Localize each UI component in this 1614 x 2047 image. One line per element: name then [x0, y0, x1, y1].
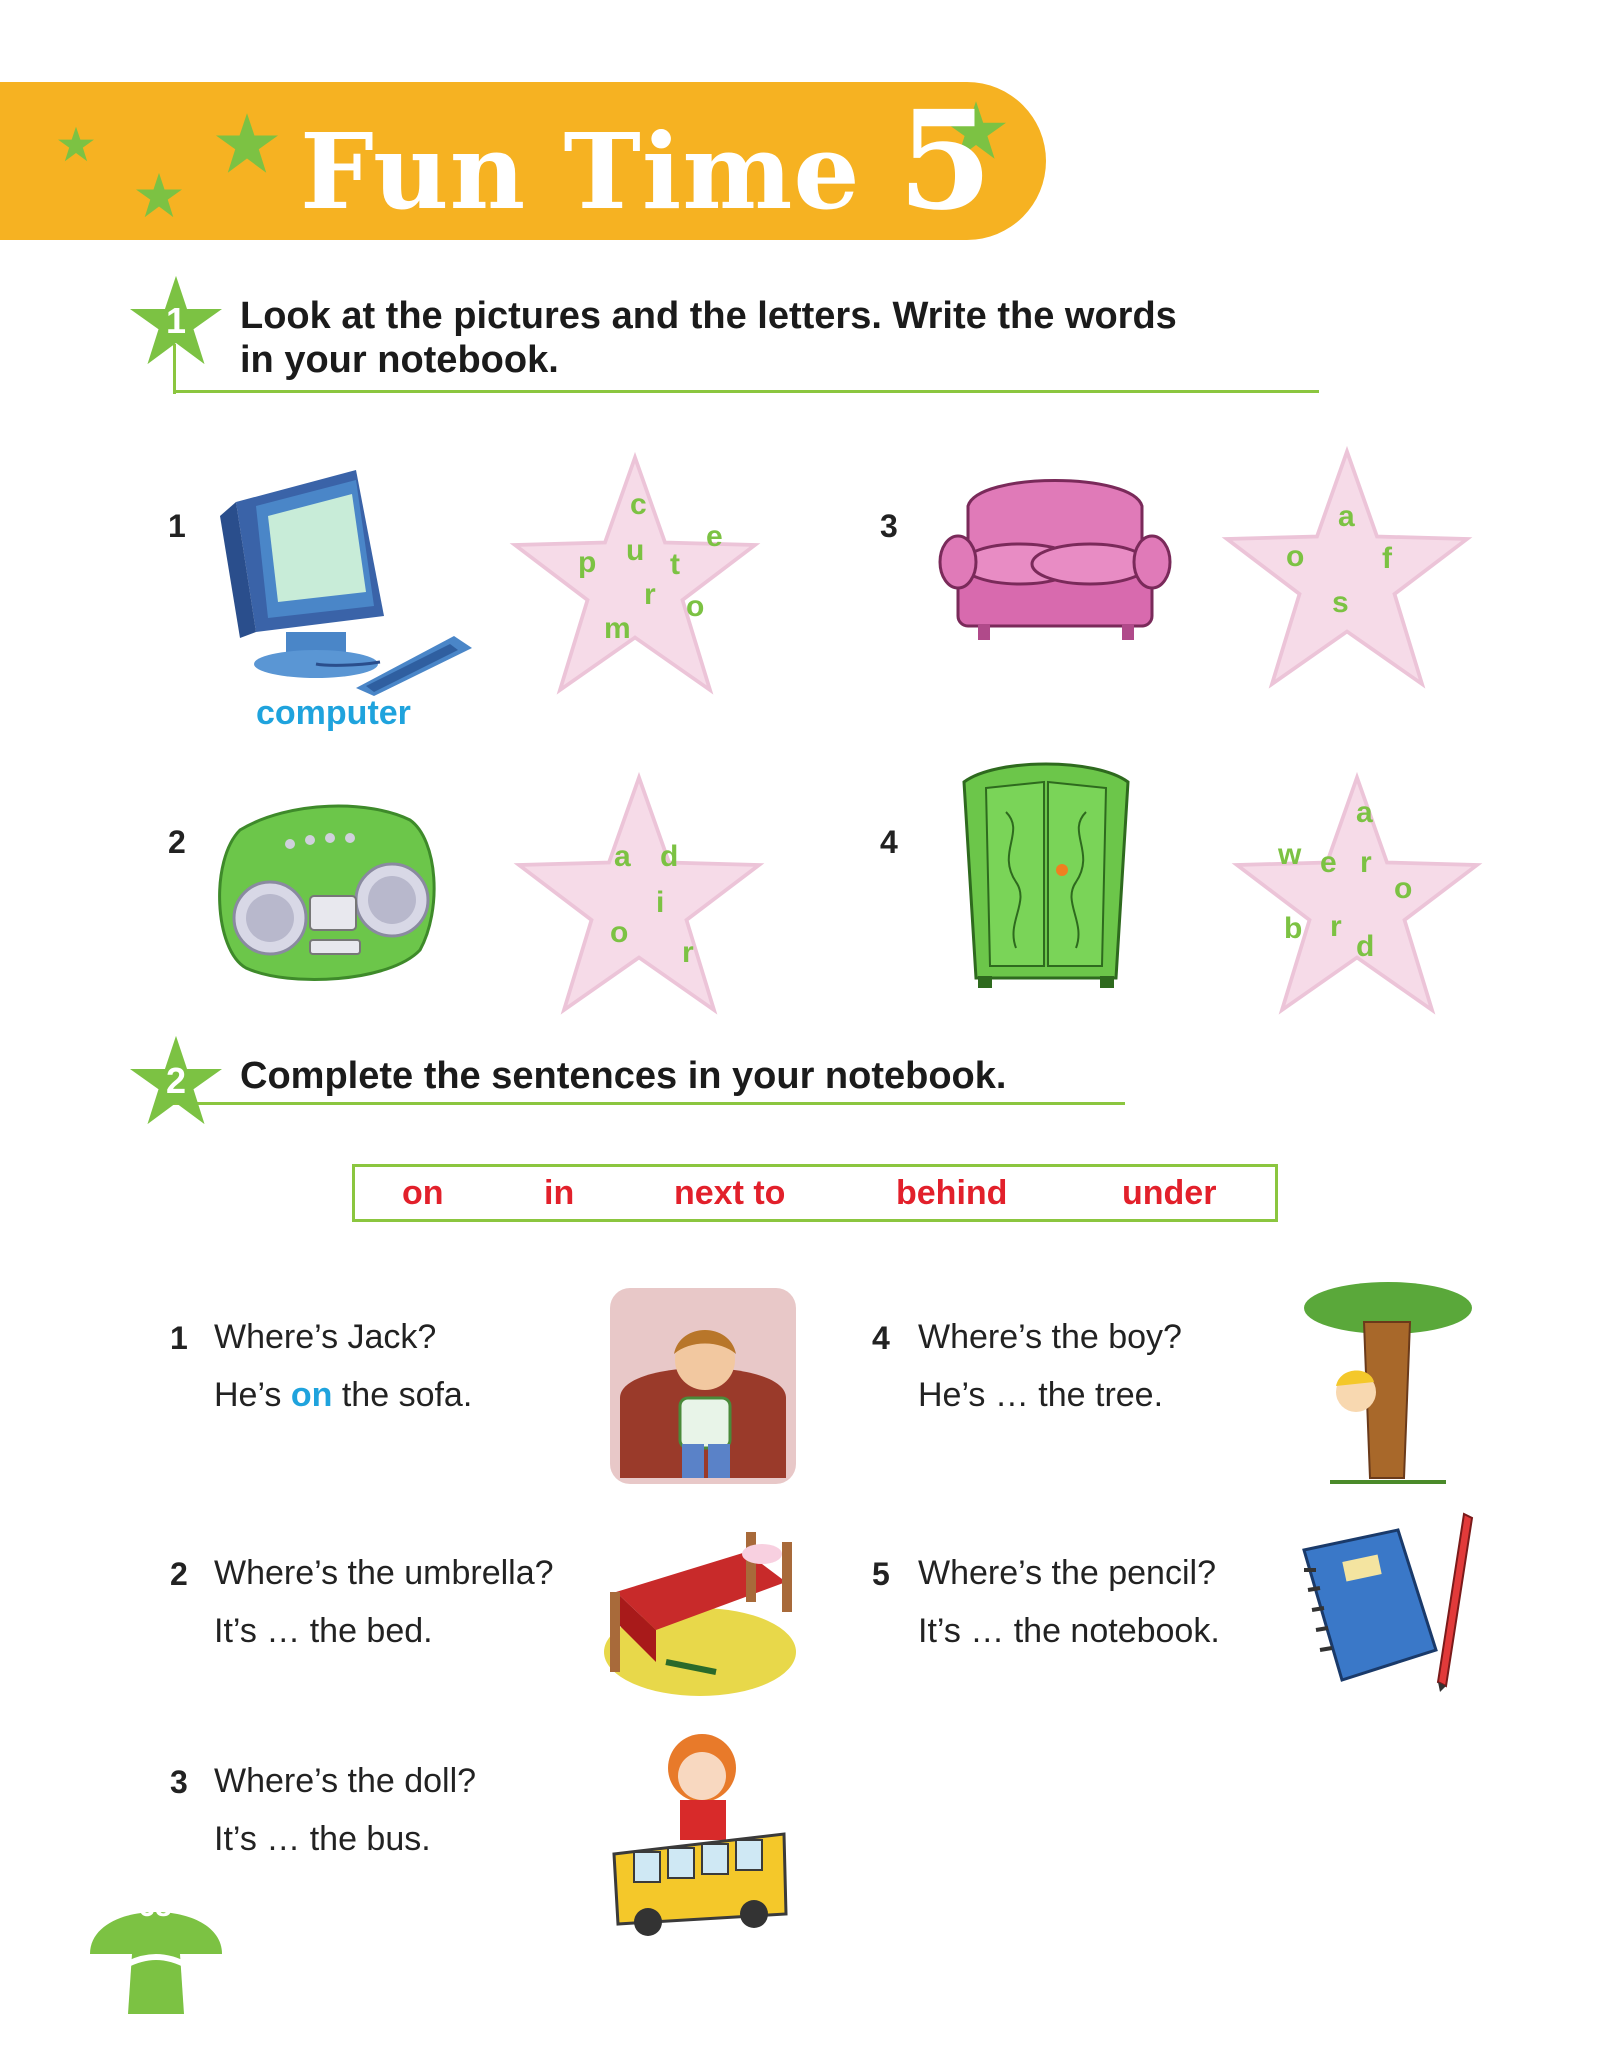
sentence-number: 2	[170, 1556, 188, 1592]
sentence-number: 1	[170, 1320, 188, 1356]
sentence-number: 4	[872, 1320, 890, 1356]
scrambled-letter: s	[1332, 586, 1349, 619]
sentence-question: Where’s the boy?	[918, 1318, 1182, 1356]
scrambled-letter: r	[1330, 910, 1342, 943]
exercise-rule	[173, 1102, 1125, 1105]
scrambled-letter: r	[644, 578, 656, 611]
item-number: 1	[168, 508, 186, 544]
computer-picture	[206, 466, 476, 696]
item-number: 4	[880, 824, 898, 860]
word-option: on	[402, 1174, 444, 1212]
scrambled-letter: a	[1356, 796, 1373, 829]
scrambled-letter: o	[610, 916, 629, 949]
scrambled-letter: o	[686, 590, 705, 623]
star-icon	[216, 112, 278, 174]
word-option: behind	[896, 1174, 1008, 1212]
scrambled-letter: t	[670, 548, 680, 581]
scrambled-letter: e	[1320, 846, 1337, 879]
scrambled-letter: e	[706, 520, 723, 553]
scrambled-letter: a	[1338, 500, 1355, 533]
answer-word: computer	[256, 694, 411, 732]
scrambled-letter: a	[614, 840, 631, 873]
word-option: in	[544, 1174, 575, 1212]
scrambled-letter: c	[630, 488, 647, 521]
answer-fill: on	[290, 1376, 333, 1414]
sentence-question: Where’s the doll?	[214, 1762, 477, 1800]
pencil-next-to-notebook-picture	[1286, 1510, 1486, 1692]
umbrella-under-bed-picture	[596, 1512, 800, 1702]
exercise-instruction	[240, 294, 1177, 382]
wardrobe-picture	[956, 752, 1136, 992]
exercise-instruction: Complete the sentences in your notebook.	[240, 1055, 1007, 1097]
scrambled-letter: o	[1394, 872, 1413, 905]
scrambled-letter: r	[682, 936, 694, 969]
sentence-question: Where’s Jack?	[214, 1318, 437, 1356]
star-icon	[136, 172, 182, 218]
answer-text: the sofa.	[332, 1376, 473, 1414]
item-number: 2	[168, 824, 186, 860]
instruction-line: Look at the pictures and the letters. Write the words	[240, 295, 1177, 337]
boy-behind-tree-picture	[1300, 1282, 1476, 1488]
scrambled-letter: r	[1360, 846, 1372, 879]
sentence-question: Where’s the umbrella?	[214, 1554, 554, 1592]
exercise-number: 2	[165, 1060, 187, 1101]
scrambled-letter: w	[1278, 838, 1302, 871]
sentence-answer: He’s … the tree.	[918, 1376, 1164, 1414]
scrambled-letter: f	[1382, 542, 1392, 575]
scrambled-letter: p	[578, 546, 597, 579]
star-icon	[58, 126, 94, 162]
page-title	[300, 82, 993, 240]
scrambled-letter: m	[604, 612, 631, 645]
exercise-number: 1	[165, 300, 187, 341]
sentence-number: 5	[872, 1556, 890, 1592]
sofa-picture	[938, 466, 1172, 646]
boy-on-sofa-picture	[610, 1288, 796, 1484]
sentence-answer: It’s … the notebook.	[918, 1612, 1220, 1650]
instruction-line: in your notebook.	[240, 339, 559, 381]
letters-star-icon	[1212, 444, 1482, 694]
scrambled-letter: o	[1286, 540, 1305, 573]
page-number: 68	[138, 1890, 172, 1923]
word-option: under	[1122, 1174, 1217, 1212]
letters-star-icon	[504, 770, 774, 1020]
scrambled-letter: i	[656, 886, 665, 919]
title-text: Fun Time	[300, 110, 861, 233]
scrambled-letter: d	[660, 840, 679, 873]
scrambled-letter: u	[626, 534, 645, 567]
scrambled-letter: b	[1284, 912, 1303, 945]
radio-picture	[210, 800, 446, 990]
doll-in-bus-picture	[604, 1724, 794, 1940]
title-number: 5	[897, 81, 994, 241]
sentence-answer: It’s … the bed.	[214, 1612, 433, 1650]
scrambled-letter: d	[1356, 930, 1375, 963]
word-option: next to	[674, 1174, 786, 1212]
exercise-rule	[173, 390, 1319, 393]
sentence-answer: It’s … the bus.	[214, 1820, 431, 1858]
sentence-question: Where’s the pencil?	[918, 1554, 1216, 1592]
sentence-answer	[214, 1376, 472, 1415]
item-number: 3	[880, 508, 898, 544]
answer-text: He’s	[214, 1376, 291, 1414]
sentence-number: 3	[170, 1764, 188, 1800]
